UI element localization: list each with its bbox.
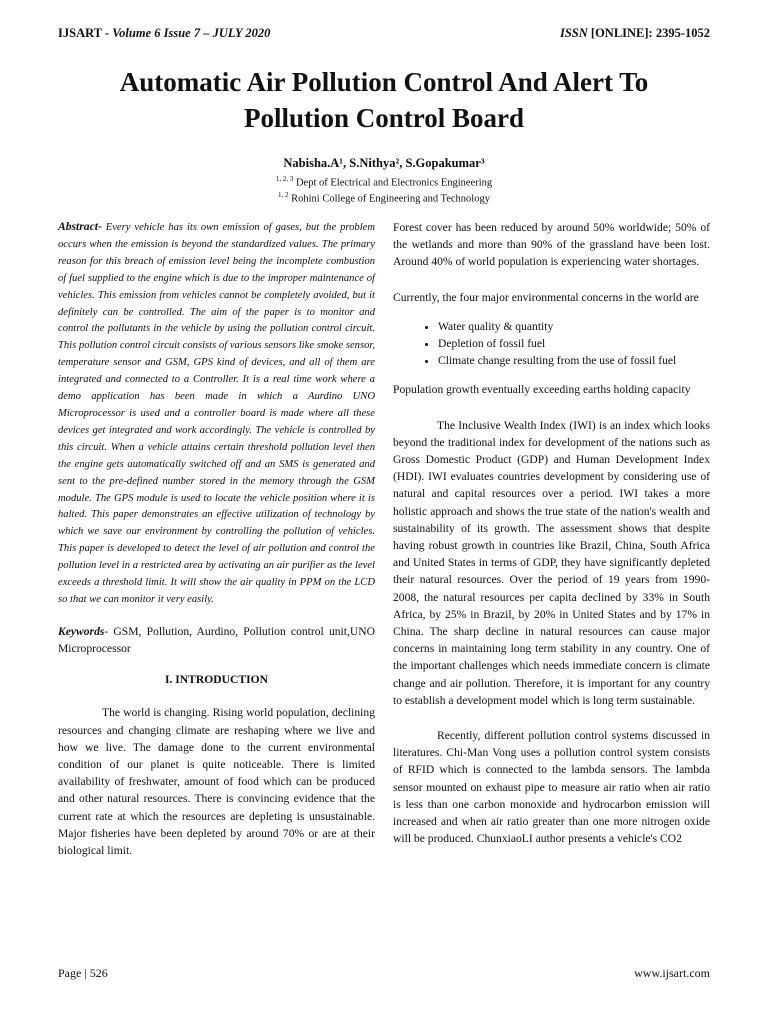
abstract-label: Abstract- [58, 220, 102, 233]
right-column [393, 219, 710, 848]
intro-paragraph: The world is changing. Rising world population, declining resources and changing climate are reshaping where we live and how we live. The damage done to the current environmental condition of our planet is quite noticeable. There is limited availability of freshwater, amount of food which can be produced and other natural resources. There is convincing evidence that the current rate at which the resources are depleting is unsustainable. Major fisheries have been depleted by around 70% or are at their biological limit. [58, 706, 375, 858]
affiliation-text: Dept of Electrical and Electronics Engineering [295, 177, 493, 189]
keywords-text: - GSM, Pollution, Aurdino, Pollution control unit,UNO Microprocessor [58, 624, 375, 656]
issn-value: [ONLINE]: 2395-1052 [590, 26, 710, 40]
concerns-list [393, 318, 710, 370]
affiliation-1 [0, 175, 768, 189]
website-link[interactable]: www.ijsart.com [634, 966, 710, 980]
paragraph: Recently, different pollution control systems discussed in literatures. Chi-Man Vong uses a pollution control system consists of RFID which is connected to the lambda sensors. The lambda sensor mounted on exhaust pipe to measure air ratio when air ratio is less than one carbon monoxide and hydrocarbon emission will increased and when air ratio greater than one more nitrogen oxide will be produced. ChunxiaoLI author presents a vehicle's CO2 [393, 729, 710, 846]
list-item: • Water quality & quantity [438, 318, 710, 335]
volume-issue: Volume 6 Issue 7 – JULY 2020 [112, 26, 271, 40]
affiliation-text: Rohini College of Engineering and Technology [291, 193, 490, 205]
abstract-text: Every vehicle has its own emission of gases, but the problem occurs when the emission is beyond the standardized values. The primary reason for this breach of emission level being the incomplete combustion of fuel supplied to the engine which is due to the improper maintenance of vehicles. This emission from vehicles cannot be completely avoided, but it definitely can be controlled. The aim of the paper is to monitor and control the pollutants in the vehicle by using the pollution control circuit. This pollution control circuit consists of various sensors like smoke sensor, temperature sensor and GSM, GPS kind of devices, and all of them are integrated and connected to a Controller. It is a real time work where a demo application has been made in which a Aurdino UNO Microprocessor is used and a controller board is made where all these devices get integrated and work accordingly. The vehicle is controlled by this circuit. When a vehicle attains certain threshold pollution level then the engine gets automatically switched off and an SMS is generated and sent to the pre-defined number stored in the memory through the GSM module. The GPS module is used to locate the vehicle position where it is halted. This paper demonstrates an effective utilization of technology by which we save our environment by controlling the pollution of vehicles. This paper is developed to detect the level of air pollution and control the pollution level in a restricted area by activating an air purifier as the level exceeds a threshold limit. It will show the air quality in PPM on the LCD so that we can monitor it very easily. [58, 222, 375, 605]
journal-name: IJSART [58, 26, 102, 40]
section-heading: I. INTRODUCTION [164, 673, 269, 687]
paragraph: Currently, the four major environmental concerns in the world are [393, 290, 699, 304]
affiliation-sup: 1, 2 [278, 191, 289, 199]
keywords-label: Keywords [58, 624, 105, 638]
title-line: Automatic Air Pollution Control And Alert To [119, 67, 649, 97]
affiliation-2 [0, 191, 768, 205]
title-line: Pollution Control Board [243, 103, 525, 133]
journal-header: IJSART - Volume 6 Issue 7 – JULY 2020 [58, 26, 271, 40]
list-item: • Depletion of fossil fuel [438, 335, 710, 352]
paragraph: The Inclusive Wealth Index (IWI) is an index which looks beyond the traditional index for development of the nations such as Gross Domestic Product (GDP) and Human Development Index (HDI). IWI evaluates countries development by considering use of natural and capital resources over a period. IWI takes a more holistic approach and shows the true state of the nation's wealth and sustainability of its growth. The assessment shows that despite having robust growth in countries like Brazil, China, South Africa and United States in terms of GDP, they have significantly depleted their natural resources. Over the period of 19 years from 1990- 2008, the natural resources per capita declined by 33% in South Africa, by 25% in Brazil, by 20% in United States and by 17% in China. The sharp decline in natural resources can cause major concerns in maintaining long term stability in any country. One of the important challenges which needs immediate concern is climate change and air pollution. Therefore, it is important for any country to establish a development model which is long term sustainable. [393, 418, 710, 707]
left-column [58, 219, 375, 859]
paragraph: Population growth eventually exceeding earths holding capacity [393, 383, 691, 397]
abstract [58, 219, 375, 609]
affiliation-sup: 1, 2, 3 [275, 175, 294, 183]
issn-header [560, 26, 710, 41]
paragraph: Forest cover has been reduced by around 50% worldwide; 50% of the wetlands and more than 90% of the grassland have been lost. Around 40% of world population is experiencing water shortages. [393, 221, 710, 269]
list-item: • Climate change resulting from the use of fossil fuel [438, 352, 710, 369]
keywords [58, 623, 375, 657]
page-number: Page | 526 [58, 966, 108, 980]
issn-label: ISSN [559, 26, 588, 40]
paper-title [40, 64, 728, 136]
authors: Nabisha.A¹, S.Nithya², S.Gopakumar³ [283, 156, 485, 170]
